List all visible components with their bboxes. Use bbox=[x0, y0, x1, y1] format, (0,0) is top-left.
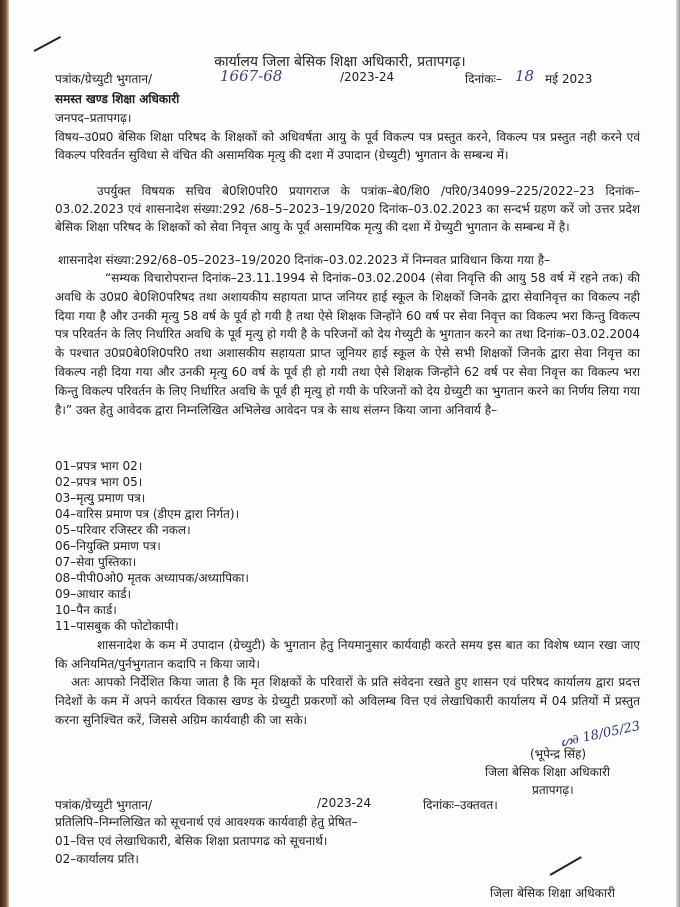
document-item: 01–प्रपत्र भाग 02। bbox=[55, 459, 143, 473]
date-month-year: मई 2023 bbox=[545, 72, 593, 86]
document-item: 10–पैन कार्ड। bbox=[55, 603, 117, 617]
date-day-handwritten: 18 bbox=[515, 67, 535, 85]
addressee-line-1: समस्त खण्ड शिक्षा अधिकारी bbox=[55, 92, 180, 106]
document-item: 02–प्रपत्र भाग 05। bbox=[55, 475, 143, 489]
addressee-line-2: जनपद–प्रतापगढ़। bbox=[55, 111, 132, 125]
reference-line bbox=[55, 67, 640, 87]
direction-paragraph: अतः आपको निर्देशित किया जाता है कि मृत शिक्षकों के परिवारों के प्रति संवेदना रखते हुए शासन एवं परिषद कार्यालय द्वारा प्रदत्त निदेशों के कम में अपने कार्यरत विकास खण्ड के ग्रेच्युटी प्रकरणों को अविलम्ब वित्त एवं लेखाधिकारी कार्यालय में 04 प्रतियों में प्रस्तुत करना सुनिश्चित करें, जिससे अग्रिम कार्यवाही की जा सके। bbox=[55, 675, 640, 727]
document-item: 08–पीपी0ओ0 मृतक अध्यापक/अध्यापिका। bbox=[55, 571, 249, 585]
pen-mark bbox=[34, 36, 61, 51]
government-order-line: शासनादेश संख्या:292/68–05–2023–19/2020 दिनांक–03.02.2023 में निम्नवत प्राविधान किया गया है– bbox=[58, 253, 551, 267]
footer-designation: जिला बेसिक शिक्षा अधिकारी bbox=[490, 886, 615, 900]
copy-recipient: 01–वित्त एवं लेखाधिकारी, बेसिक शिक्षा प्रतापगढ को सूचनार्थ। bbox=[55, 834, 328, 848]
document-item: 05–परिवार रजिस्टर की नकल। bbox=[55, 523, 191, 537]
subject: विषय–उ0प्र0 बेसिक शिक्षा परिषद के शिक्षकों को अधिवर्षता आयु के पूर्व विकल्प पत्र प्रस्तुत करने, विकल्प पत्र प्रस्तुत नही करने एवं विकल्प परिवर्तन सुविधा से वंचित की असामयिक मृत्यु की दशा में उपादान (ग्रेच्युटी) भुगतान के सम्बन्ध में। bbox=[55, 130, 640, 162]
date-label: दिनांकः– bbox=[465, 72, 502, 86]
reference-year: /2023-24 bbox=[340, 70, 395, 84]
instruction-paragraph: शासनादेश के कम में उपादान (ग्रेच्युटी) के भुगतान हेतु नियमानुसार कार्यवाही करते समय इस बात का विशेष ध्यान रखा जाए कि अनियमित/पुर्नभुगतान कदापि न किया जाये। bbox=[55, 638, 640, 671]
copy-intro: प्रतिलिपि–निम्नलिखित को सूचनार्थ एवं आवश्यक कार्यवाही हेतु प्रेषित– bbox=[55, 815, 358, 829]
document-item: 03–मृत्यु प्रमाण पत्र। bbox=[55, 491, 146, 505]
reference-prefix: पत्रांक/ग्रेच्युटी भुगतान/ bbox=[55, 72, 153, 86]
document-item: 06–नियुक्ति प्रमाण पत्र। bbox=[55, 539, 161, 553]
reference-paragraph: उपर्युक्त विषयक सचिव बे0शि0परि0 प्रयागराज के पत्रांक–बे0/शि0 /परि0/34099–225/2022–23 दिनांक–03.02.2023 एवं शासनादेश संख्या:292 /68–5–2023–19/2020 दिनांक–03.02.2023 का सन्दर्भ ग्रहण करें जो उत्तर प्रदेश बेसिक शिक्षा परिषद के शिक्षकों को सेवा निवृत्त आयु के पूर्व असामयिक मृत्यु की दशा में ग्रेच्युटी भुगतान के सम्बन्ध में है। bbox=[55, 184, 640, 234]
copy-reference-year: /2023-24 bbox=[317, 796, 372, 810]
signatory-name: (भूपेन्द्र सिंह) bbox=[530, 747, 587, 761]
document-item: 11–पासबुक की फोटोकापी। bbox=[55, 619, 179, 633]
document-item: 07–सेवा पुस्तिका। bbox=[55, 555, 137, 569]
photo-edge-left bbox=[0, 0, 9, 907]
photo-edge-right bbox=[676, 0, 680, 907]
required-documents-list bbox=[55, 458, 249, 634]
government-order-quote: “सम्यक विचारोपरान्त दिनांक–23.11.1994 से दिनांक–03.02.2004 (सेवा निवृत्ति की आयु 58 वर्ष में रहने तक) की अवधि के उ0प्र0 बे0शि0परिषद तथा अशायकीय सहायता प्राप्त जनियर हाई स्कूल के शिक्षकों जिनके द्वारा सेवानिवृत्त का विकल्प नही दिया गया है और उनकी मृत्यु 58 वर्ष के पूर्व हो गयी है तथा ऐसे शिक्षक जिन्होंने 60 वर्ष पर सेवा निवृत्त का विकल्प भरा किन्तु विकल्प पत्र परिवर्तन के लिए निर्धारित अवधि के पूर्व मृत्यु हो गयी है के परिजनों को देय गेच्युटी के भुगतान करने का तथा दिनांक–03.02.2004 के पश्चात उ0प्र0बे0शि0परि0 तथा अशासकीय सहायता प्राप्त जूनियर हाई स्कूल के ऐसे सभी शिक्षकों जिनके द्वारा सेवा निवृत्त का विकल्प नही दिया गया और उनकी मृत्यु 60 वर्ष के पूर्व ही हो गयी तथा ऐसे शिक्षक जिन्होंने 62 वर्ष पर सेवा निवृत्त का विकल्प भरा किन्तु विकल्प परिवर्तन के लिए निर्धारित अवधि के पूर्व ही मृत्यु हो गयी के परिजनों को देय ग्रेच्युटी का भुगतान करने का निर्णय लिया गया है।” उक्त हेतु आवेदक द्वारा निम्नलिखित अभिलेख आवेदन पत्र के साथ संलग्न किया जाना अनिवार्य है– bbox=[55, 271, 640, 417]
document-item: 09–आधार कार्ड। bbox=[55, 587, 132, 601]
office-title: कार्यालय जिला बेसिक शिक्षा अधिकारी, प्रतापगढ़। bbox=[214, 54, 466, 70]
copy-reference-prefix: पत्रांक/ग्रेच्युटी भुगतान/ bbox=[55, 798, 153, 812]
copy-recipient: 02–कार्यालय प्रति। bbox=[55, 852, 139, 866]
copy-reference-line bbox=[55, 796, 640, 813]
signature-scribble: ᔕ∂ 18/05/23 bbox=[559, 718, 642, 751]
pen-mark bbox=[550, 856, 582, 875]
copy-date: दिनांकः–उक्तवत। bbox=[423, 798, 498, 812]
reference-number-handwritten: 1667-68 bbox=[220, 67, 283, 85]
document-item: 04–वारिस प्रमाण पत्र (डीएम द्वारा निर्गत)। bbox=[55, 507, 240, 521]
signatory-designation: जिला बेसिक शिक्षा अधिकारी bbox=[485, 765, 610, 779]
signatory-place: प्रतापगढ़। bbox=[532, 783, 574, 797]
